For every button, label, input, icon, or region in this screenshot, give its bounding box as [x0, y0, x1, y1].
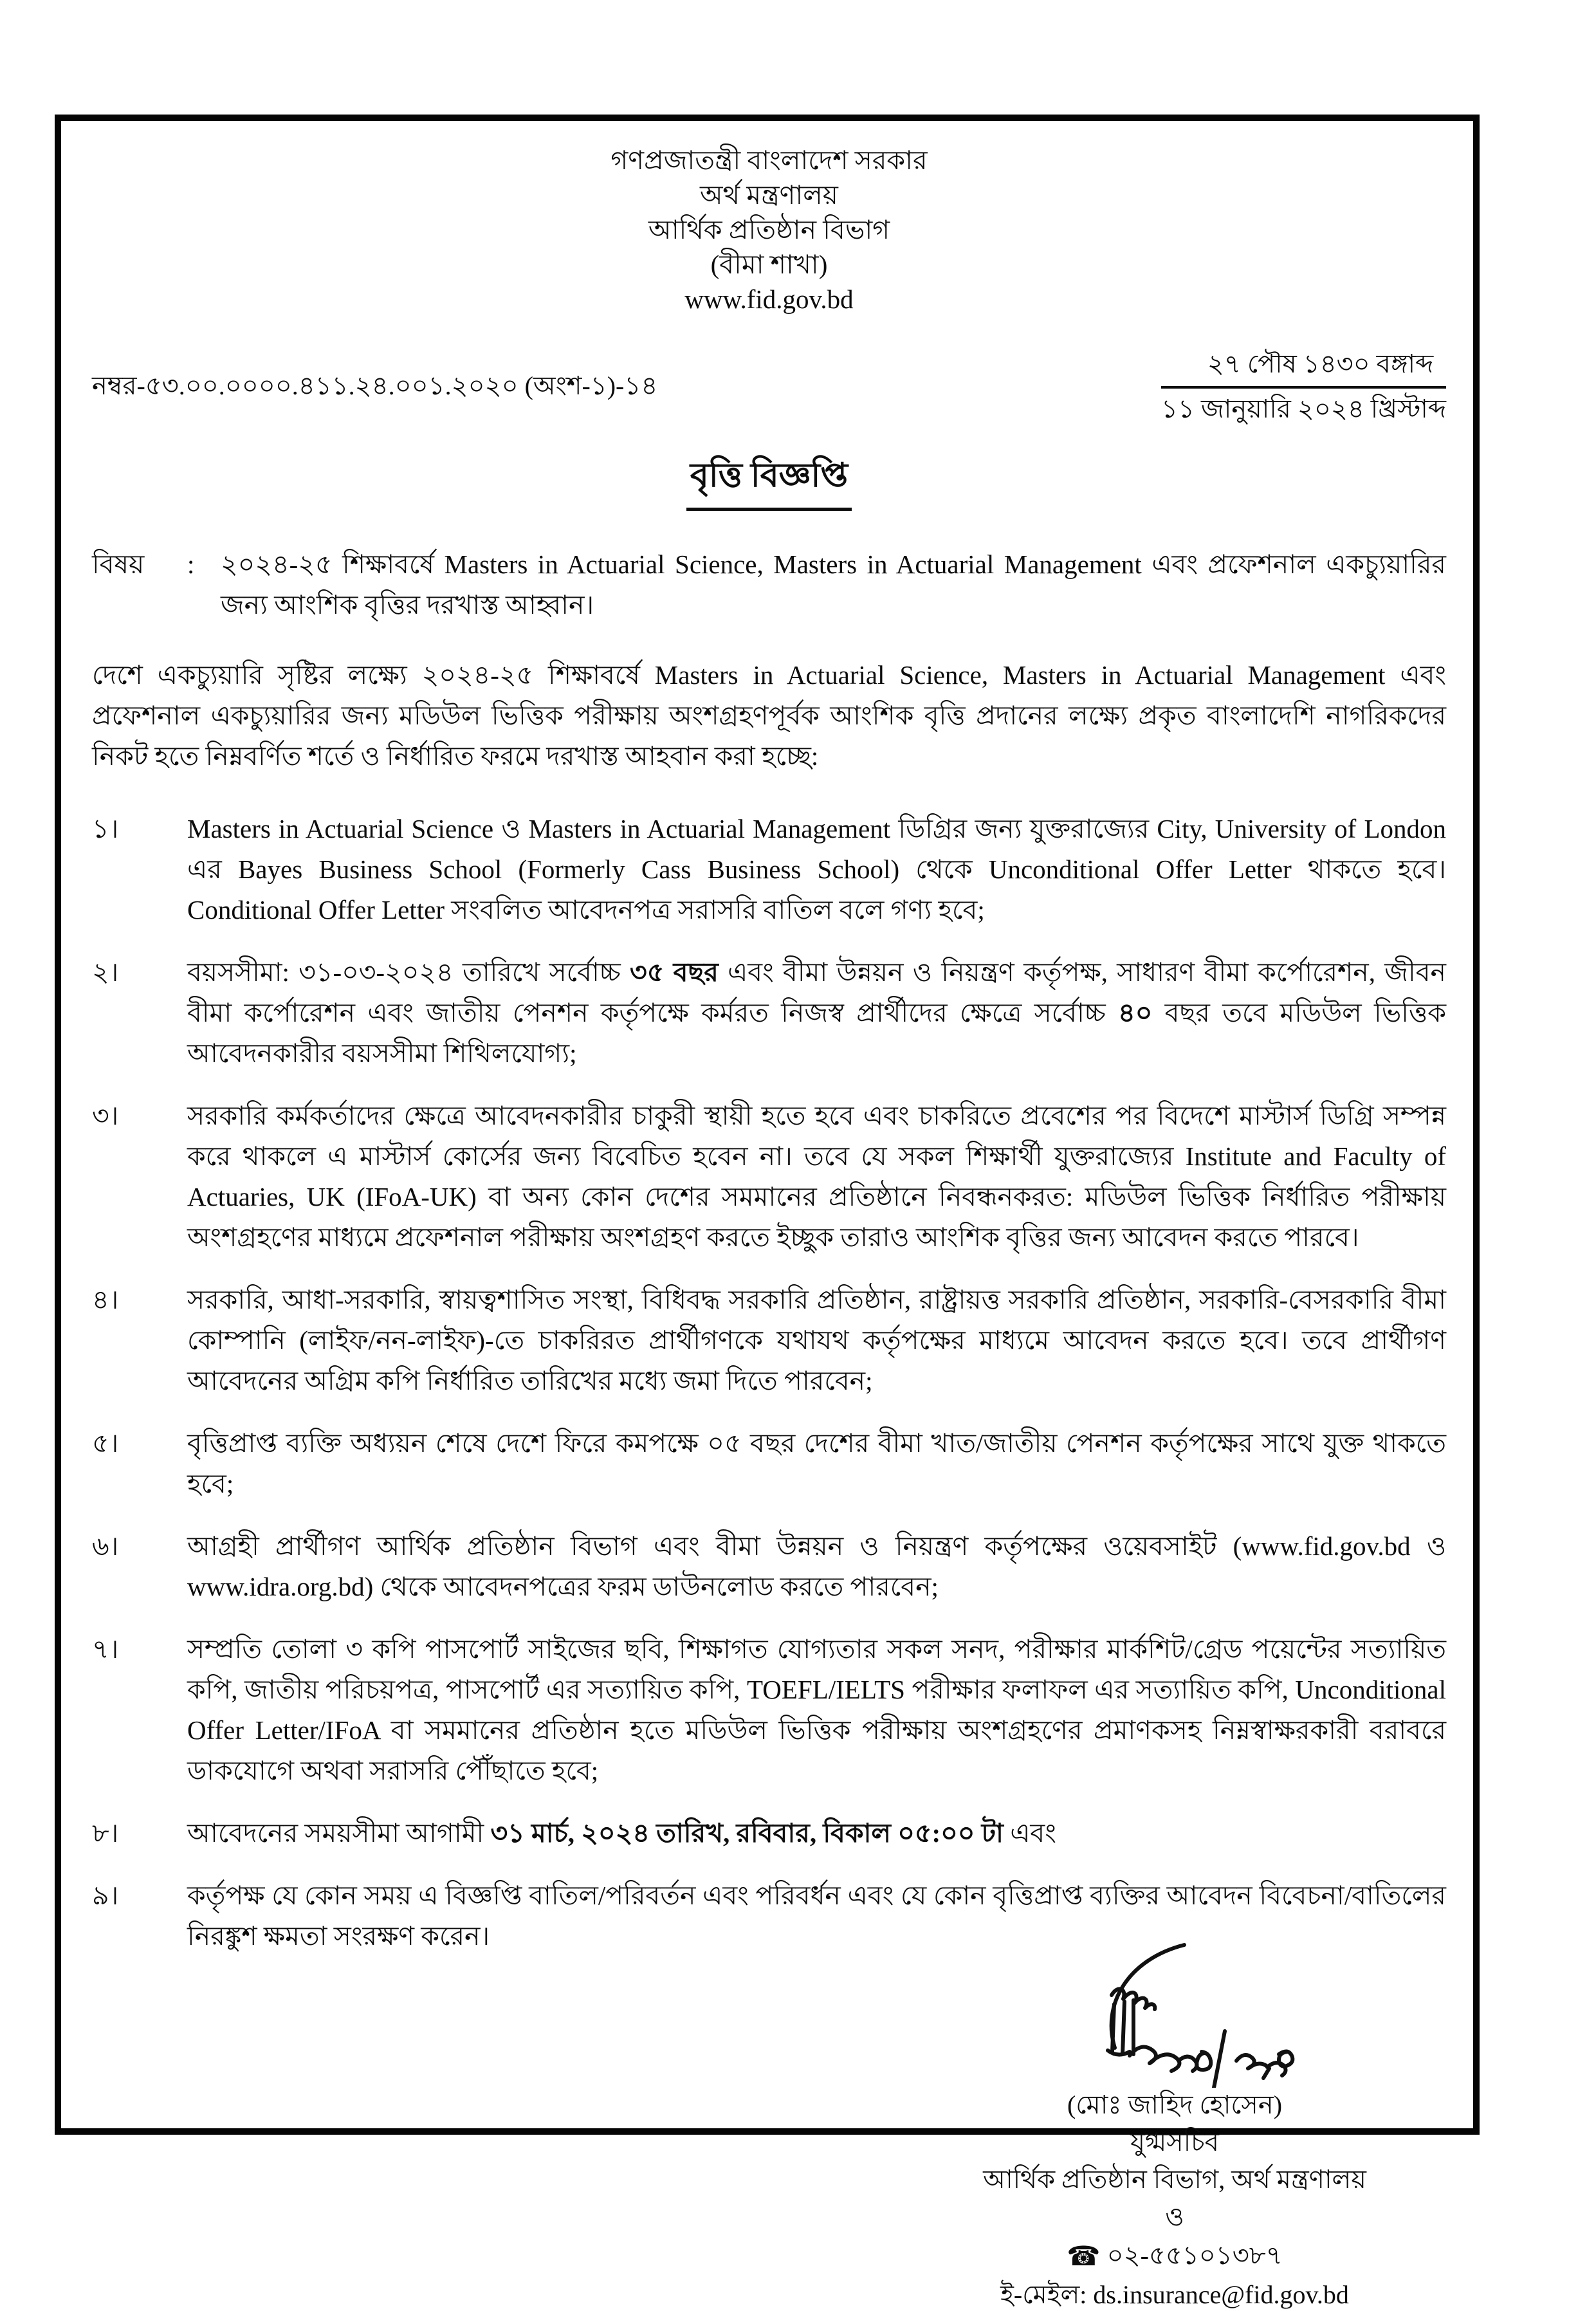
date-block [1161, 347, 1446, 426]
conditions-list [92, 809, 1446, 1957]
signatory-name: (মোঃ জাহিদ হোসেন) [1067, 2090, 1283, 2119]
item-number: ৮। [92, 1818, 119, 1848]
item-text: কর্তৃপক্ষ যে কোন সময় এ বিজ্ঞপ্তি বাতিল/পরিবর্তন এবং পরিবর্ধন এবং যে কোন বৃত্তিপ্রাপ্ত ব্যক্তির আবেদন বিবেচনা/বাতিলের নিরঙ্কুশ ক্ষমতা সংরক্ষণ করেন। [187, 1881, 1446, 1951]
letterhead-branch: (বীমা শাখা) [710, 250, 828, 279]
phone-row [911, 2240, 1438, 2272]
letterhead-government: গণপ্রজাতন্ত্রী বাংলাদেশ সরকার [610, 145, 928, 175]
item-text: Masters in Actuarial Science ও Masters in Actuarial Management ডিগ্রির জন্য যুক্তরাজ্যের City, University of London এর Bayes Business School (Formerly Cass Business School) থেকে Unconditional Offer Letter থাকতে হবে। Conditional Offer Letter সংবলিত আবেদনপত্র সরাসরি বাতিল বলে গণ্য হবে; [187, 814, 1446, 925]
intro-paragraph: দেশে একচ্যুয়ারি সৃষ্টির লক্ষ্যে ২০২৪-২৫ শিক্ষাবর্ষে Masters in Actuarial Science, Masters in Actuarial Management এবং প্রফেশনাল একচ্যুয়ারির জন্য মডিউল ভিত্তিক পরীক্ষায় অংশগ্রহণপূর্বক আংশিক বৃত্তি প্রদানের লক্ষ্যে প্রকৃত বাংলাদেশি নাগরিকদের নিকট হতে নিম্নবর্ণিত শর্তে ও নির্ধারিত ফরমে দরখাস্ত আহবান করা হচ্ছে: [92, 660, 1446, 771]
list-item-4 [92, 1280, 1446, 1401]
subject-label: বিষয় [92, 549, 145, 579]
signatory-office: আর্থিক প্রতিষ্ঠান বিভাগ, অর্থ মন্ত্রণালয় [983, 2165, 1366, 2194]
item-number: ৭। [92, 1634, 119, 1664]
item-number: ৯। [92, 1881, 119, 1910]
list-item-5 [92, 1423, 1446, 1504]
telephone-icon: ☎ [1067, 2240, 1101, 2272]
date-gregorian: ১১ জানুয়ারি ২০২৪ খ্রিস্টাব্দ [1161, 394, 1446, 423]
item-text: আবেদনের সময়সীমা আগামী ৩১ মার্চ, ২০২৪ তারিখ, রবিবার, বিকাল ০৫:০০ টা এবং [187, 1818, 1056, 1848]
email-address: ds.insurance@fid.gov.bd [1093, 2280, 1349, 2309]
letterhead-website: www.fid.gov.bd [684, 284, 854, 314]
item-number: ৬। [92, 1531, 119, 1561]
item-text: বৃত্তিপ্রাপ্ত ব্যক্তি অধ্যয়ন শেষে দেশে ফিরে কমপক্ষে ০৫ বছর দেশের বীমা খাত/জাতীয় পেনশন কর্তৃপক্ষের সাথে যুক্ত থাকতে হবে; [187, 1428, 1446, 1498]
notice-border-frame [55, 115, 1480, 2309]
item-text: সম্প্রতি তোলা ৩ কপি পাসপোর্ট সাইজের ছবি, শিক্ষাগত যোগ্যতার সকল সনদ, পরীক্ষার মার্কশিট/গ্রেড পয়েন্টের সত্যায়িত কপি, জাতীয় পরিচয়পত্র, পাসপোর্ট এর সত্যায়িত কপি, TOEFL/IELTS পরীক্ষার ফলাফল এর সত্যায়িত কপি, Unconditional Offer Letter/IFoA বা সমমানের প্রতিষ্ঠান হতে মডিউল ভিত্তিক পরীক্ষায় অংশগ্রহণের প্রমাণকসহ নিম্নস্বাক্ষরকারী বরাবরে ডাকযোগে অথবা সরাসরি পৌঁছাতে হবে; [187, 1634, 1446, 1785]
subject-text: ২০২৪-২৫ শিক্ষাবর্ষে Masters in Actuarial Science, Masters in Actuarial Management এবং প্রফেশনাল একচ্যুয়ারির জন্য আংশিক বৃত্তির দরখাস্ত আহ্বান। [221, 549, 1446, 620]
signatory-designation: যুগ্মসচিব [1130, 2128, 1219, 2157]
item-number: ৩। [92, 1101, 119, 1130]
date-bangla: ২৭ পৌষ ১৪৩০ বঙ্গাব্দ [1161, 347, 1446, 389]
item-text: বয়সসীমা: ৩১-০৩-২০২৪ তারিখে সর্বোচ্চ ৩৫ বছর এবং বীমা উন্নয়ন ও নিয়ন্ত্রণ কর্তৃপক্ষ, সাধারণ বীমা কর্পোরেশন, জীবন বীমা কর্পোরেশন এবং জাতীয় পেনশন কর্তৃপক্ষে কর্মরত নিজস্ব প্রার্থীদের ক্ষেত্রে সর্বোচ্চ ৪০ বছর তবে মডিউল ভিত্তিক আবেদনকারীর বয়সসীমা শিথিলযোগ্য; [187, 957, 1447, 1068]
list-item-1 [92, 809, 1446, 930]
email-row [911, 2279, 1438, 2311]
subject-colon: : [187, 549, 195, 579]
letterhead-ministry: অর্থ মন্ত্রণালয় [700, 180, 838, 210]
signature-block [911, 1941, 1438, 2311]
item-text: সরকারি কর্মকর্তাদের ক্ষেত্রে আবেদনকারীর চাকুরী স্থায়ী হতে হবে এবং চাকরিতে প্রবেশের পর বিদেশে মাস্টার্স ডিগ্রি সম্পন্ন করে থাকলে এ মাস্টার্স কোর্সের জন্য বিবেচিত হবেন না। তবে যে সকল শিক্ষার্থী যুক্তরাজ্যের Institute and Faculty of Actuaries, UK (IFoA-UK) বা অন্য কোন দেশের সমমানের প্রতিষ্ঠানে নিবন্ধনকরত: মডিউল ভিত্তিক নির্ধারিত পরীক্ষায় অংশগ্রহণের মাধ্যমে প্রফেশনাল পরীক্ষায় অংশগ্রহণ করতে ইচ্ছুক তারাও আংশিক বৃত্তির জন্য আবেদন করতে পারবে। [187, 1101, 1446, 1252]
letterhead-division: আর্থিক প্রতিষ্ঠান বিভাগ [648, 215, 890, 244]
email-label: ই-মেইল: [1000, 2280, 1087, 2309]
list-item-8 [92, 1813, 1446, 1854]
signature-scribble [1052, 1941, 1297, 2088]
subject-row [92, 544, 1446, 625]
list-item-7 [92, 1629, 1446, 1791]
letterhead [92, 143, 1446, 317]
item-text: সরকারি, আধা-সরকারি, স্বায়ত্বশাসিত সংস্থা, বিধিবদ্ধ সরকারি প্রতিষ্ঠান, রাষ্ট্রায়ত্ত সরকারি প্রতিষ্ঠান, সরকারি-বেসরকারি বীমা কোম্পানি (লাইফ/নন-লাইফ)-তে চাকরিরত প্রার্থীগণকে যথাযথ কর্তৃপক্ষের মাধ্যমে আবেদন করতে হবে। তবে প্রার্থীগণ আবেদনের অগ্রিম কপি নির্ধারিত তারিখের মধ্যে জমা দিতে পারবেন; [187, 1285, 1446, 1395]
item-number: ১। [92, 814, 119, 843]
signatory-conjunction: ও [1165, 2202, 1184, 2231]
item-number: ৪। [92, 1285, 119, 1314]
list-item-6 [92, 1526, 1446, 1607]
reference-row [92, 347, 1446, 426]
memo-number: নম্বর-৫৩.০০.০০০০.৪১১.২৪.০০১.২০২০ (অংশ-১)-১৪ [92, 371, 658, 400]
title-wrap [92, 449, 1446, 511]
phone-number: ০২-৫৫১০১৩৮৭ [1106, 2241, 1283, 2270]
page-title: বৃত্তি বিজ্ঞপ্তি [686, 449, 852, 511]
item-number: ২। [92, 957, 119, 987]
list-item-2 [92, 952, 1446, 1074]
item-text: আগ্রহী প্রার্থীগণ আর্থিক প্রতিষ্ঠান বিভাগ এবং বীমা উন্নয়ন ও নিয়ন্ত্রণ কর্তৃপক্ষের ওয়েবসাইট (www.fid.gov.bd ও www.idra.org.bd) থেকে আবেদনপত্রের ফরম ডাউনলোড করতে পারবেন; [187, 1531, 1446, 1601]
list-item-3 [92, 1096, 1446, 1258]
item-number: ৫। [92, 1428, 119, 1458]
